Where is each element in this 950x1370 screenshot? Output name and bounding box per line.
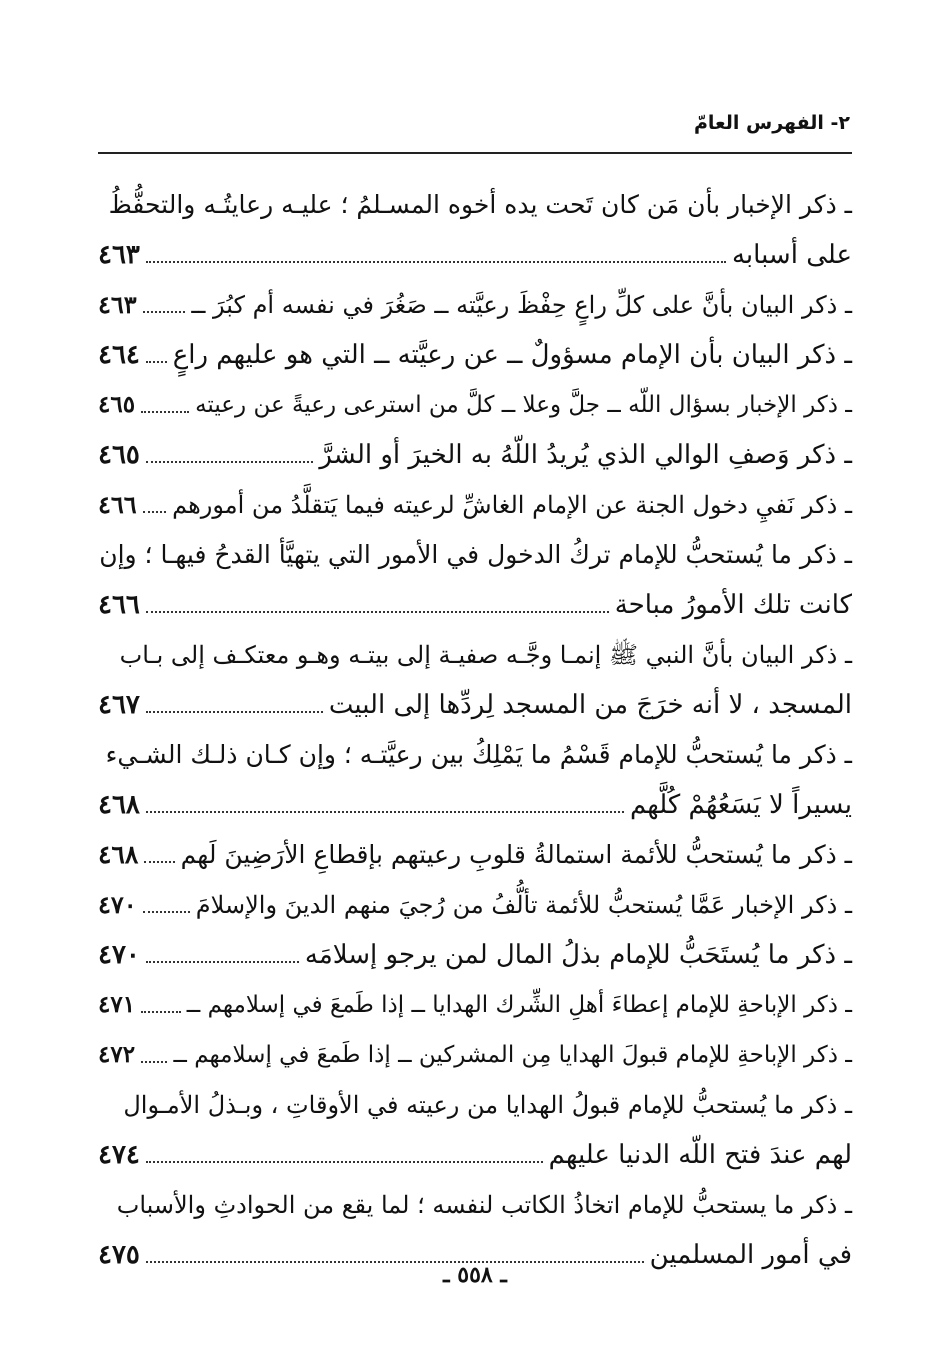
entry-text: يسيراً لا يَسَعُهُمْ كُلَّهم [629, 790, 852, 820]
index-entry [98, 1080, 852, 1180]
entry-line [98, 1080, 852, 1130]
entry-line [98, 630, 852, 680]
dot-leader [146, 697, 323, 713]
entry-page-number: ٤٧١ [98, 991, 136, 1018]
entry-line-with-page [98, 380, 852, 430]
dot-leader [146, 1247, 644, 1263]
entry-text: ـ ذكر الإباحةِ للإمام إعطاءَ أهلِ الشِّرك الهدايا ــ إذا طَمعَ في إسلامهم ــ [186, 992, 852, 1018]
dot-leader [141, 1047, 167, 1063]
entry-line-with-page [98, 280, 852, 330]
dot-leader [143, 497, 166, 513]
dot-leader [146, 597, 609, 613]
entry-text: ـ ذكر ما يستحبُّ للإمام اتخاذُ الكاتب لنفسه ؛ لما يقع من الحوادثِ والأسباب [116, 1191, 852, 1219]
dot-leader [143, 897, 190, 913]
dot-leader [141, 397, 189, 413]
index-entry [98, 380, 852, 430]
entry-text: ـ ذكر الإخبار بأن مَن كان تَحت يده أخوه المسـلمُ ؛ عليـه رعايتُـه والتحفُّظُ [108, 190, 852, 219]
index-entry [98, 330, 852, 380]
entry-line [98, 180, 852, 230]
entry-page-number: ٤٧٥ [98, 1240, 140, 1270]
dot-leader [143, 297, 186, 313]
entry-text: ـ ذكر البيان بأن الإمام مسؤولٌ ــ عن رعيَّته ــ التي هو عليهم راعٍ [172, 340, 852, 370]
page-number-footer: ـ ٥٥٨ ـ [443, 1262, 507, 1288]
index-entry [98, 630, 852, 730]
index-entry [98, 480, 852, 530]
dot-leader [146, 797, 624, 813]
dot-leader [146, 347, 167, 363]
entry-text: ـ ذكر ما يُستحبُّ للإمام تركُ الدخول في الأمور التي يتهيَّأ القدحُ فيهـا ؛ وإن [99, 540, 852, 569]
entry-line [98, 530, 852, 580]
entry-text: كانت تلك الأمورُ مباحة [614, 590, 852, 620]
entry-line-with-page [98, 980, 852, 1030]
entry-page-number: ٤٦٣ [98, 290, 137, 319]
entry-line-with-page [98, 1030, 852, 1080]
index-entry [98, 930, 852, 980]
entry-line [98, 730, 852, 780]
entry-page-number: ٤٦٣ [98, 240, 140, 270]
entry-line-with-page [98, 230, 852, 280]
dot-leader [146, 1147, 543, 1163]
index-entry [98, 530, 852, 630]
index-entry [98, 730, 852, 830]
entry-page-number: ٤٧٢ [98, 1041, 136, 1068]
entry-text: المسجد ، لا أنه خرَجَ من المسجد لِردِّها إلى البيت [328, 690, 852, 720]
entry-line-with-page [98, 330, 852, 380]
index-entry [98, 280, 852, 330]
entry-line-with-page [98, 580, 852, 630]
entry-line-with-page [98, 480, 852, 530]
entry-text: ـ ذكر الإباحةِ للإمام قبولَ الهدايا مِن المشركين ــ إذا طَمعَ في إسلامهم ــ [173, 1042, 852, 1068]
entry-line-with-page [98, 780, 852, 830]
header-rule [98, 152, 852, 154]
entry-text: في أمور المسلمين [649, 1240, 852, 1270]
entry-text: ـ ذكر ما يُستَحَبُّ للإمام بذلُ المال لمن يرجو إسلامَه [304, 940, 852, 970]
dot-leader [146, 447, 314, 463]
entry-text: لهم عندَ فتح اللّه الدنيا عليهم [548, 1140, 852, 1170]
entry-text: ـ ذكر ما يُستحبُّ للإمام قَسْمُ ما يَمْلِكُ بين رعيَّتـه ؛ وإن كـان ذلـك الشـيء [105, 740, 852, 769]
entry-text: ـ ذكر الإخبار بسؤال اللّه ــ جلَّ وعلا ــ كلَّ من استرعى رعيةً عن رعيته [195, 392, 852, 418]
dot-leader [141, 997, 181, 1013]
dot-leader [146, 947, 299, 963]
entry-page-number: ٤٦٦ [98, 490, 137, 519]
entry-text: ـ ذكر وَصفِ الوالي الذي يُريدُ اللّهُ به الخيرَ أو الشرَّ [319, 440, 852, 470]
entry-text: ـ ذكر البيان بأنَّ النبي ﷺ إنمـا وجَّـه صفيـة إلى بيتـه وهـو معتكـف إلى بـاب [119, 641, 852, 669]
entry-text: ـ ذكر الإخبار عَمَّا يُستحبُّ للأئمة تألُّفُ من رُجيَ منهم الدينَ والإسلامَ [195, 891, 852, 919]
entry-text: على أسبابه [731, 240, 852, 270]
entry-line-with-page [98, 930, 852, 980]
entry-page-number: ٤٦٥ [98, 391, 136, 418]
index-entry [98, 430, 852, 480]
entry-line-with-page [98, 880, 852, 930]
entry-page-number: ٤٧٠ [98, 940, 140, 970]
entry-page-number: ٤٧٠ [98, 890, 137, 919]
entry-page-number: ٤٦٤ [98, 340, 140, 370]
index-entry [98, 880, 852, 930]
index-entry [98, 180, 852, 280]
dot-leader [146, 247, 726, 263]
entry-page-number: ٤٦٨ [98, 840, 139, 869]
entry-page-number: ٤٦٦ [98, 590, 140, 620]
index-entry [98, 980, 852, 1030]
entry-text: ـ ذكر البيان بأنَّ على كلِّ راعٍ حِفْظَ رعيَّته ــ صَغُرَ في نفسه أم كبُرَ ــ [191, 291, 852, 319]
dot-leader [144, 847, 174, 863]
index-entry [98, 1030, 852, 1080]
entry-text: ـ ذكر نَفيِ دخول الجنة عن الإمام الغاشِّ لرعيته فيما يَتقلَّدُ من أمورهم [172, 491, 852, 519]
entry-line-with-page [98, 1130, 852, 1180]
page-header-title: ٢- الفهرس العامّ [693, 112, 850, 134]
entry-text: ـ ذكر ما يُستحبُّ للأئمة استمالةُ قلوبِ رعيتهم بإقطاعِ الأرَضِينَ لَهم [180, 840, 852, 869]
index-entry [98, 830, 852, 880]
entry-line-with-page [98, 680, 852, 730]
entry-line-with-page [98, 430, 852, 480]
entry-text: ـ ذكر ما يُستحبُّ للإمام قبولُ الهدايا من رعيته في الأوقاتِ ، وبـذلُ الأمـوال [123, 1091, 852, 1119]
entry-page-number: ٤٧٤ [98, 1140, 140, 1170]
index-entry-list [98, 180, 852, 1280]
entry-line [98, 1180, 852, 1230]
entry-page-number: ٤٦٨ [98, 790, 140, 820]
entry-line-with-page [98, 830, 852, 880]
entry-page-number: ٤٦٧ [98, 690, 140, 720]
entry-page-number: ٤٦٥ [98, 440, 140, 470]
